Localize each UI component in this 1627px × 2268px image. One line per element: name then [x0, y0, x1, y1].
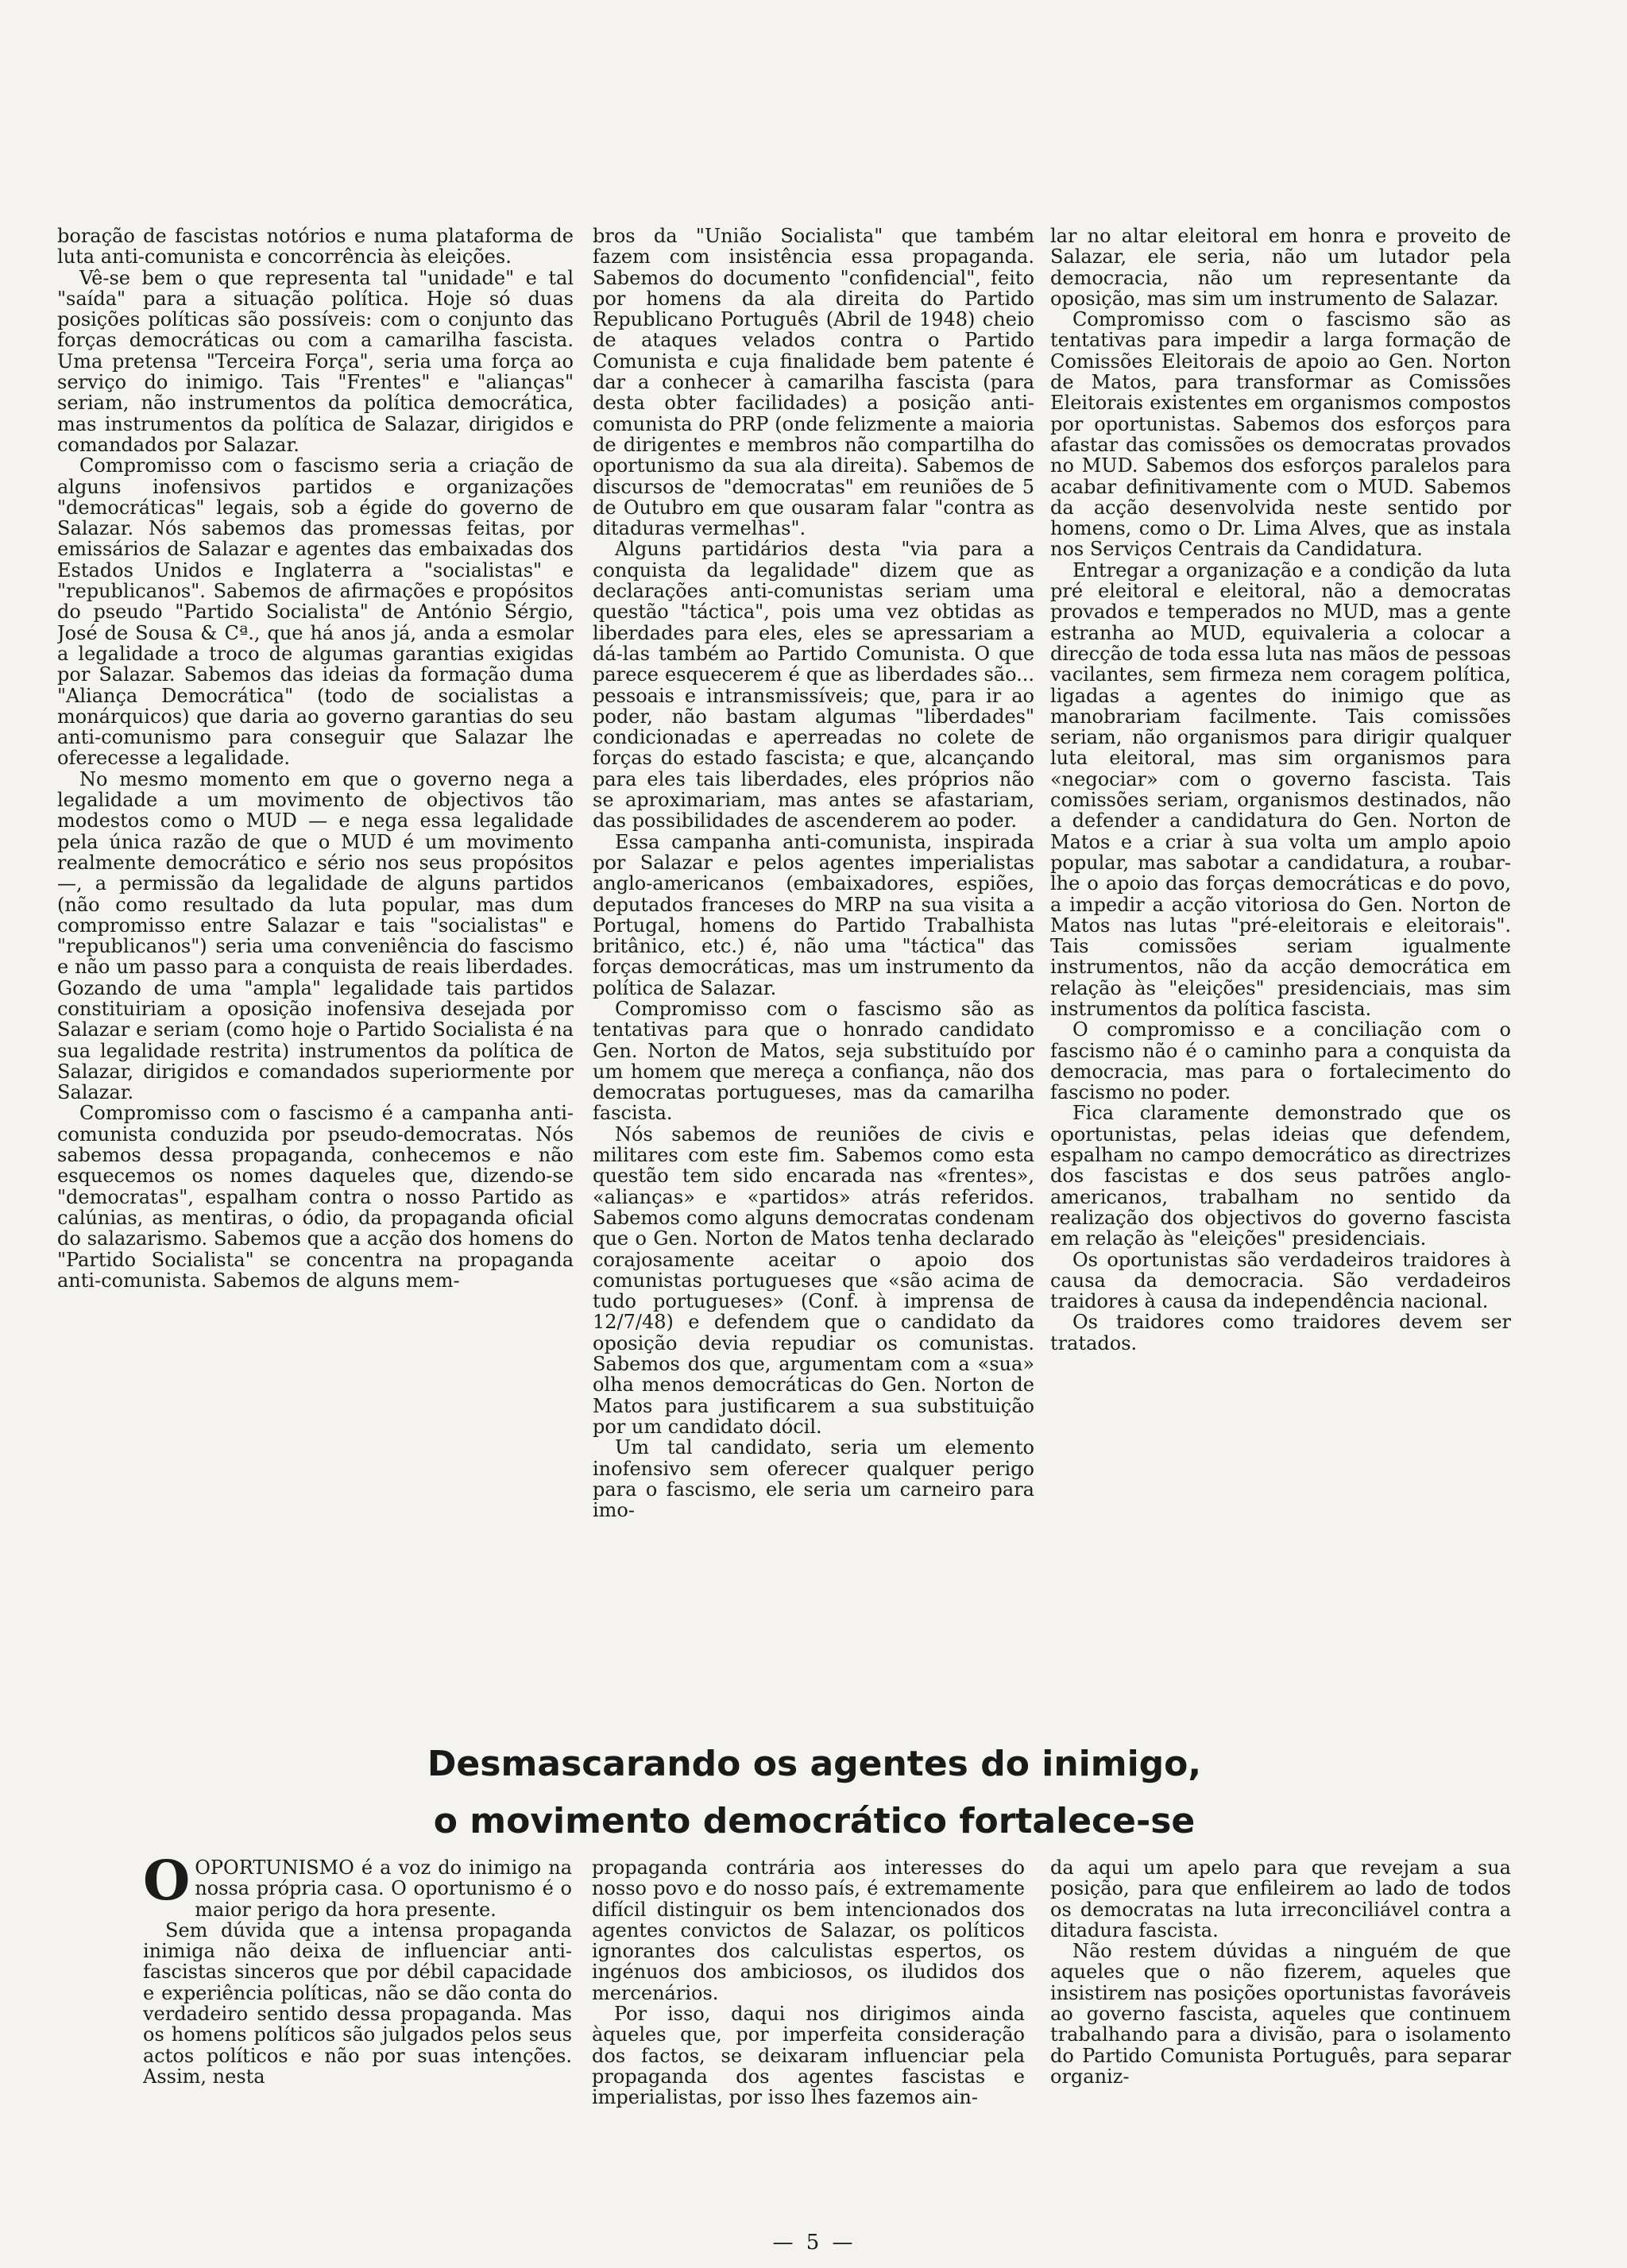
paragraph: bros da "União Socialista" que também fazem com insistência essa propaganda. Sabemos do documento "confidencial", feito por homens da ala direita do Partido Republicano Português (Abril de 1948) cheio de ataques velados contra o Partido Comunista e cuja finalidade bem patente é dar a conhecer à camarilha fascista (para desta obter facilidades) a posição anti-comunista do PRP (onde felizmente a maioria de dirigentes e membros não compartilha do oportunismo da sua ala direita). Sabemos de discursos de "democratas" em reuniões de 5 de Outubro em que ousaram falar "contra as ditaduras vermelhas". [593, 226, 1034, 540]
paragraph: Um tal candidato, seria um elemento inofensivo sem oferecer qualquer perigo para o fascismo, ele seria um carneiro para imo- [593, 1436, 1034, 1522]
top-column-2 [593, 226, 1034, 1687]
paragraph: Vê-se bem o que representa tal "unidade" e tal "saída" para a situação política. Hoje só duas posições políticas são possíveis: com o conjunto das forças democráticas ou com a camarilha fascista. Uma pretensa "Terceira Força", seria uma força ao serviço do inimigo. Tais "Frentes" e "alianças" seriam, não instrumentos da política democrática, mas instrumentos da política de Salazar, dirigidos e comandados por Salazar. [57, 266, 574, 456]
paragraph: propaganda contrária aos interesses do nosso povo e do nosso país, é extremamente difícil distinguir os bem intencionados dos agentes convictos de Salazar, os políticos ignorantes dos calculistas espertos, os ingénuos dos ambiciosos, os iludidos dos mercenários. [592, 1857, 1025, 2004]
paragraph: Os oportunistas são verdadeiros traidores à causa da democracia. São verdadeiros traidores à causa da independência nacional. [1050, 1248, 1511, 1313]
paragraph: No mesmo momento em que o governo nega a legalidade a um movimento de objectivos tão modestos como o MUD — e nega essa legalidade pela única razão de que o MUD é um movimento realmente democrático e sério nos seus propósitos —, a permissão da legalidade de alguns partidos (não como resultado da luta popular, mas dum compromisso entre Salazar e tais "socialistas" e "republicanos") seria uma conveniência do fascismo e não um passo para a conquista de reais liberdades. Gozando de uma "ampla" legalidade tais partidos constituiriam a oposição inofensiva desejada por Salazar e seriam (como hoje o Partido Socialista é na sua legalidade restrita) instrumentos da política de Salazar, dirigidos e comandados superiormente por Salazar. [57, 767, 574, 1104]
paragraph: Compromisso com o fascismo seria a criação de alguns inofensivos partidos e organizações "democráticas" legais, sob a égide do governo de Salazar. Nós sabemos das promessas feitas, por emissários de Salazar e agentes das embaixadas dos Estados Unidos e Inglaterra a "socialistas" e "republicanos". Sabemos de afirmações e propósitos do pseudo "Partido Socialista" de António Sérgio, José de Sousa & Cª., que há anos já, anda a esmolar a legalidade a troco de algumas garantias exigidas por Salazar. Sabemos das ideias da formação duma "Aliança Democrática" (todo de socialistas a monárquicos) que daria ao governo garantias do seu anti-comunismo para conseguir que Salazar lhe oferecesse a legalidade. [57, 454, 574, 770]
headline-line-2: o movimento democrático fortalece-se [433, 1801, 1196, 1841]
bottom-column-1 [143, 1857, 572, 2207]
paragraph: Sem dúvida que a intensa propaganda inimiga não deixa de influenciar anti-fascistas sinceros que por débil capacidade e experiência políticas, não se dão conta do verdadeiro sentido dessa propaganda. Mas os homens políticos são julgados pelos seus actos políticos e não por suas intenções. Assim, nesta [143, 1918, 572, 2088]
opening-paragraph [143, 1857, 572, 1920]
paragraph: Nós sabemos de reuniões de civis e militares com este fim. Sabemos como esta questão tem sido encarada nas «frentes», «alianças» e «partidos» atrás referidos. Sabemos como alguns democratas condenam que o Gen. Norton de Matos tenha declarado corajosamente aceitar o apoio dos comunistas portugueses que «são acima de tudo portugueses» (Conf. à imprensa de 12/7/48) e defendem que o candidato da oposição devia repudiar os comunistas. Sabemos dos que, argumentam com a «sua» olha menos democráticas do Gen. Norton de Matos para justificarem a sua substituição por um candidato dócil. [593, 1122, 1034, 1438]
paragraph: Essa campanha anti-comunista, inspirada por Salazar e pelos agentes imperialistas anglo-americanos (embaixadores, espiões, deputados franceses do MRP na sua visita a Portugal, homens do Partido Trabalhista britânico, etc.) é, não uma "táctica" das forças democráticas, mas um instrumento da política de Salazar. [593, 830, 1034, 999]
paragraph: Compromisso com o fascismo são as tentativas para que o honrado candidato Gen. Norton de Matos, seja substituído por um homem que mereça a confiança, não dos democratas portugueses, mas da camarilha fascista. [593, 997, 1034, 1125]
top-column-3 [1050, 226, 1511, 1687]
bottom-column-3 [1050, 1857, 1511, 2207]
paragraph: Por isso, daqui nos dirigimos ainda àqueles que, por imperfeita consideração dos factos, se deixaram influenciar pela propaganda dos agentes fascistas e imperialistas, por isso lhes fazemos ain- [592, 2003, 1025, 2109]
paragraph: Fica claramente demonstrado que os oportunistas, pelas ideias que defendem, espalham no campo democrático as directrizes dos fascistas e dos seus patrões anglo-americanos, trabalham no sentido da realização dos objectivos do governo fascista em relação às "eleições" presidenciais. [1050, 1102, 1511, 1250]
page-number: — 5 — [772, 2231, 856, 2254]
paragraph: Entregar a organização e a condição da luta pré eleitoral e eleitoral, não a democratas provados e temperados no MUD, mas a gente estranha ao MUD, equivaleria a colocar a direcção de toda essa luta nas mãos de pessoas vacilantes, sem firmeza nem coragem política, ligadas a agentes do inimigo que as manobrariam facilmente. Tais comissões seriam, não organismos para dirigir qualquer luta eleitoral, mas sim organismos para «negociar» com o governo fascista. Tais comissões seriam, organismos destinados, não a defender a candidatura do Gen. Norton de Matos e a criar à sua volta um amplo apoio popular, mas sabotar a candidatura, a roubar-lhe o apoio das forças democráticas e do povo, a impedir a acção vitoriosa do Gen. Norton de Matos nas lutas "pré-eleitorais e eleitorais". Tais comissões seriam igualmente instrumentos, não da acção democrática em relação às "eleições" presidenciais, mas sim instrumentos da política fascista. [1050, 558, 1511, 1020]
opening-text: OPORTUNISMO é a voz do inimigo na nossa própria casa. O oportunismo é o maior perigo da hora presente. [195, 1857, 572, 1921]
paragraph: lar no altar eleitoral em honra e proveito de Salazar, ele seria, não um lutador pela democracia, não um representante da oposição, mas sim um instrumento de Salazar. [1050, 226, 1511, 310]
section-headline [342, 1736, 1287, 1850]
headline-line-1: Desmascarando os agentes do inimigo, [427, 1744, 1202, 1784]
bottom-column-2 [592, 1857, 1025, 2207]
top-column-1 [57, 226, 574, 1687]
paragraph: Compromisso com o fascismo é a campanha anti-comunista conduzida por pseudo-democratas. Nós sabemos dessa propaganda, conhecemos e não esquecemos os nomes daqueles que, dizendo-se "democratas", espalham contra o nosso Partido as calúnias, as mentiras, o ódio, da propaganda oficial do salazarismo. Sabemos que a acção dos homens do "Partido Socialista" se concentra na propaganda anti-comunista. Sabemos de alguns mem- [57, 1102, 574, 1292]
paragraph: Compromisso com o fascismo são as tentativas para impedir a larga formação de Comissões Eleitorais de apoio ao Gen. Norton de Matos, para transformar as Comissões Eleitorais existentes em organismos compostos por oportunistas. Sabemos dos esforços para afastar das comissões os democratas provados no MUD. Sabemos dos esforços paralelos para acabar definitivamente com o MUD. Sabemos da acção desenvolvida neste sentido por homens, como o Dr. Lima Alves, que as instala nos Serviços Centrais da Candidatura. [1050, 308, 1511, 561]
paragraph: Os traidores como traidores devem ser tratados. [1050, 1311, 1511, 1354]
paragraph: Não restem dúvidas a ninguém de que aqueles que o não fizerem, aqueles que insistirem nas posições oportunistas favoráveis ao governo fascista, aqueles que continuem trabalhando para a divisão, para o isolamento do Partido Comunista Português, para separar organiz- [1050, 1940, 1511, 2088]
paragraph: Alguns partidários desta "via para a conquista da legalidade" dizem que as declarações anti-comunistas seriam uma questão "táctica", pois uma vez obtidas as liberdades para eles, eles se apressariam a dá-las também ao Partido Comunista. O que parece esquecerem é que as liberdades são... pessoais e intransmissíveis; que, para ir ao poder, não bastam algumas "liberdades" condicionadas e aperreadas no colete de forças do estado fascista; e que, alcançando para eles tais liberdades, eles próprios não se aproximariam, mas antes se afastariam, das possibilidades de ascenderem ao poder. [593, 538, 1034, 833]
drop-cap: O [143, 1857, 191, 1913]
paragraph: da aqui um apelo para que revejam a sua posição, para que enfileirem ao lado de todos os democratas na luta irreconciliável contra a ditadura fascista. [1050, 1857, 1511, 1942]
paragraph: boração de fascistas notórios e numa plataforma de luta anti-comunista e concorrência às eleições. [57, 226, 574, 269]
paragraph: O compromisso e a conciliação com o fascismo não é o caminho para a conquista da democracia, mas para o fortalecimento do fascismo no poder. [1050, 1018, 1511, 1104]
